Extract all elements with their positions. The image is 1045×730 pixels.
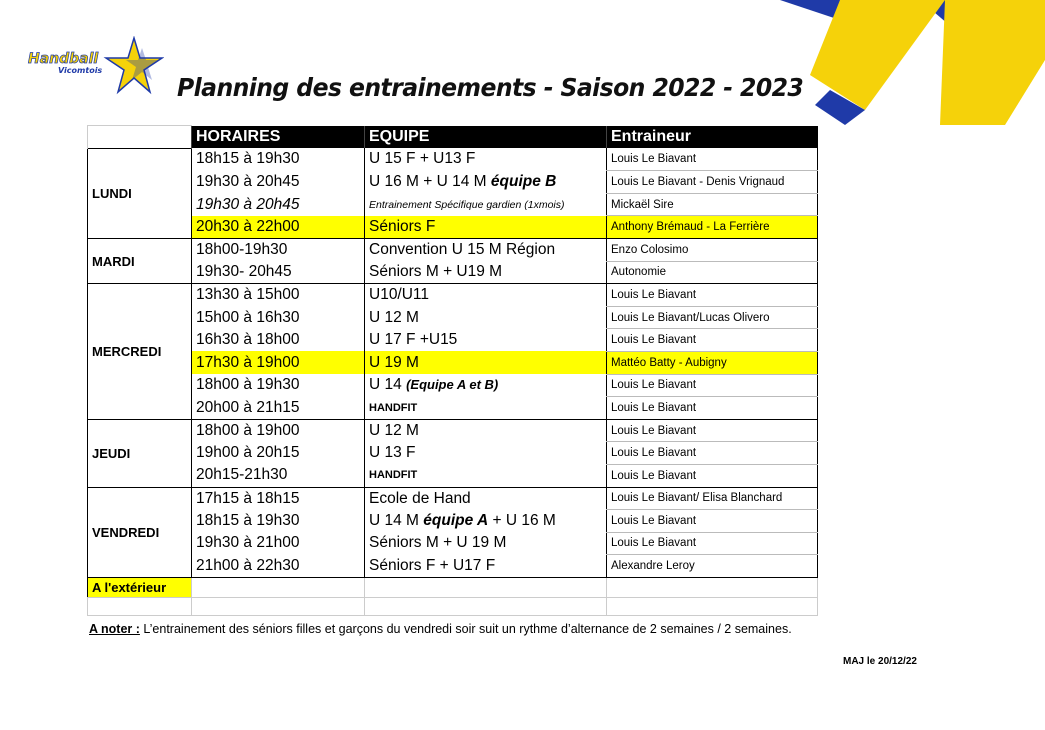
table-row <box>88 238 818 261</box>
empty-row <box>88 597 818 615</box>
team-extra-text: équipe B <box>490 172 557 190</box>
table-row <box>88 464 818 487</box>
header-hours: HORAIRES <box>192 126 365 149</box>
table-row <box>88 261 818 284</box>
coach-cell: Louis Le Biavant <box>607 284 818 307</box>
team-cell: Séniors F + U17 F <box>365 555 607 578</box>
hours-cell: 18h15 à 19h30 <box>192 510 365 533</box>
coach-cell: Louis Le Biavant <box>607 419 818 442</box>
table-row <box>88 216 818 239</box>
team-cell <box>365 374 607 397</box>
table-row <box>88 329 818 352</box>
coach-cell: Enzo Colosimo <box>607 238 818 261</box>
hours-cell: 13h30 à 15h00 <box>192 284 365 307</box>
coach-cell: Alexandre Leroy <box>607 555 818 578</box>
team-cell: Séniors M + U19 M <box>365 261 607 284</box>
empty-cell <box>607 597 818 615</box>
team-cell: HANDFIT <box>365 464 607 487</box>
hours-cell: 19h30- 20h45 <box>192 261 365 284</box>
table-row <box>88 171 818 194</box>
team-cell: U10/U11 <box>365 284 607 307</box>
team-text: U 14 <box>369 376 402 394</box>
footnote-text: L’entrainement des séniors filles et garçons du vendredi soir suit un rythme d’alternance de 2 semaines / 2 semaines. <box>139 622 792 636</box>
footnote <box>89 622 792 636</box>
svg-text:Vicomtois: Vicomtois <box>58 66 103 75</box>
day-jeudi: JEUDI <box>88 419 192 487</box>
coach-cell: Louis Le Biavant <box>607 532 818 555</box>
table-row <box>88 555 818 578</box>
team-cell: U 17 F +U15 <box>365 329 607 352</box>
outdoor-row <box>88 577 818 597</box>
coach-cell: Louis Le Biavant <box>607 397 818 420</box>
team-text: U 16 M + U 14 M <box>369 172 487 190</box>
hours-cell: 15h00 à 16h30 <box>192 306 365 329</box>
coach-cell: Louis Le Biavant <box>607 374 818 397</box>
team-extra-text: équipe A <box>423 511 489 529</box>
coach-cell: Louis Le Biavant <box>607 510 818 533</box>
team-cell: Séniors M + U 19 M <box>365 532 607 555</box>
table-row <box>88 419 818 442</box>
coach-cell: Louis Le Biavant/ Elisa Blanchard <box>607 487 818 510</box>
team-extra-text: (Equipe A et B) <box>406 377 499 393</box>
coach-cell: Louis Le Biavant/Lucas Olivero <box>607 306 818 329</box>
coach-cell: Louis Le Biavant <box>607 148 818 171</box>
training-schedule-table <box>87 125 818 616</box>
table-row <box>88 510 818 533</box>
hours-cell: 21h00 à 22h30 <box>192 555 365 578</box>
hours-cell: 20h30 à 22h00 <box>192 216 365 239</box>
team-cell: Séniors F <box>365 216 607 239</box>
team-cell <box>365 510 607 533</box>
outdoor-label: A l'extérieur <box>88 577 192 597</box>
hours-cell: 17h15 à 18h15 <box>192 487 365 510</box>
table-row <box>88 397 818 420</box>
hours-cell: 20h15-21h30 <box>192 464 365 487</box>
team-cell: HANDFIT <box>365 397 607 420</box>
hours-cell: 18h15 à 19h30 <box>192 148 365 171</box>
empty-cell <box>192 577 365 597</box>
header-team: EQUIPE <box>365 126 607 149</box>
hours-cell: 17h30 à 19h00 <box>192 351 365 374</box>
footnote-label: A noter : <box>89 622 140 636</box>
empty-cell <box>607 577 818 597</box>
team-cell: U 15 F + U13 F <box>365 148 607 171</box>
table-header-row <box>88 126 818 149</box>
table-row <box>88 487 818 510</box>
team-text: U 14 M <box>369 511 419 529</box>
hours-cell: 18h00-19h30 <box>192 238 365 261</box>
table-row <box>88 532 818 555</box>
hours-cell: 18h00 à 19h00 <box>192 419 365 442</box>
coach-cell: Anthony Brémaud - La Ferrière <box>607 216 818 239</box>
team-cell: Ecole de Hand <box>365 487 607 510</box>
hours-cell: 16h30 à 18h00 <box>192 329 365 352</box>
table-row <box>88 374 818 397</box>
table-row <box>88 351 818 374</box>
club-logo <box>24 36 164 96</box>
hours-cell: 19h30 à 20h45 <box>192 193 365 216</box>
table-row <box>88 442 818 465</box>
day-vendredi: VENDREDI <box>88 487 192 577</box>
hours-cell: 20h00 à 21h15 <box>192 397 365 420</box>
team-cell: U 19 M <box>365 351 607 374</box>
team-cell: Convention U 15 M Région <box>365 238 607 261</box>
table-row <box>88 193 818 216</box>
svg-text:Handball: Handball <box>28 51 99 67</box>
coach-cell: Mattéo Batty - Aubigny <box>607 351 818 374</box>
hours-cell: 18h00 à 19h30 <box>192 374 365 397</box>
coach-cell: Mickaël Sire <box>607 193 818 216</box>
coach-cell: Louis Le Biavant <box>607 329 818 352</box>
empty-cell <box>88 597 192 615</box>
day-lundi: LUNDI <box>88 148 192 238</box>
team-after-text: + U 16 M <box>492 511 556 529</box>
team-cell: Entrainement Spécifique gardien (1xmois) <box>365 193 607 216</box>
hours-cell: 19h30 à 20h45 <box>192 171 365 194</box>
hours-cell: 19h30 à 21h00 <box>192 532 365 555</box>
day-mardi: MARDI <box>88 238 192 283</box>
empty-cell <box>365 577 607 597</box>
table-row <box>88 284 818 307</box>
team-cell: U 13 F <box>365 442 607 465</box>
coach-cell: Autonomie <box>607 261 818 284</box>
coach-cell: Louis Le Biavant <box>607 442 818 465</box>
coach-cell: Louis Le Biavant <box>607 464 818 487</box>
team-cell: U 12 M <box>365 306 607 329</box>
coach-cell: Louis Le Biavant - Denis Vrignaud <box>607 171 818 194</box>
header-coach: Entraineur <box>607 126 818 149</box>
empty-cell <box>365 597 607 615</box>
table-row <box>88 148 818 171</box>
team-cell: U 12 M <box>365 419 607 442</box>
team-cell <box>365 171 607 194</box>
empty-cell <box>192 597 365 615</box>
corner-decoration <box>770 0 1045 125</box>
table-row <box>88 306 818 329</box>
hours-cell: 19h00 à 20h15 <box>192 442 365 465</box>
day-mercredi: MERCREDI <box>88 284 192 420</box>
header-blank-cell <box>88 126 192 149</box>
update-date: MAJ le 20/12/22 <box>843 656 917 667</box>
page-title: Planning des entrainements - Saison 2022 - 2023 <box>177 73 804 102</box>
